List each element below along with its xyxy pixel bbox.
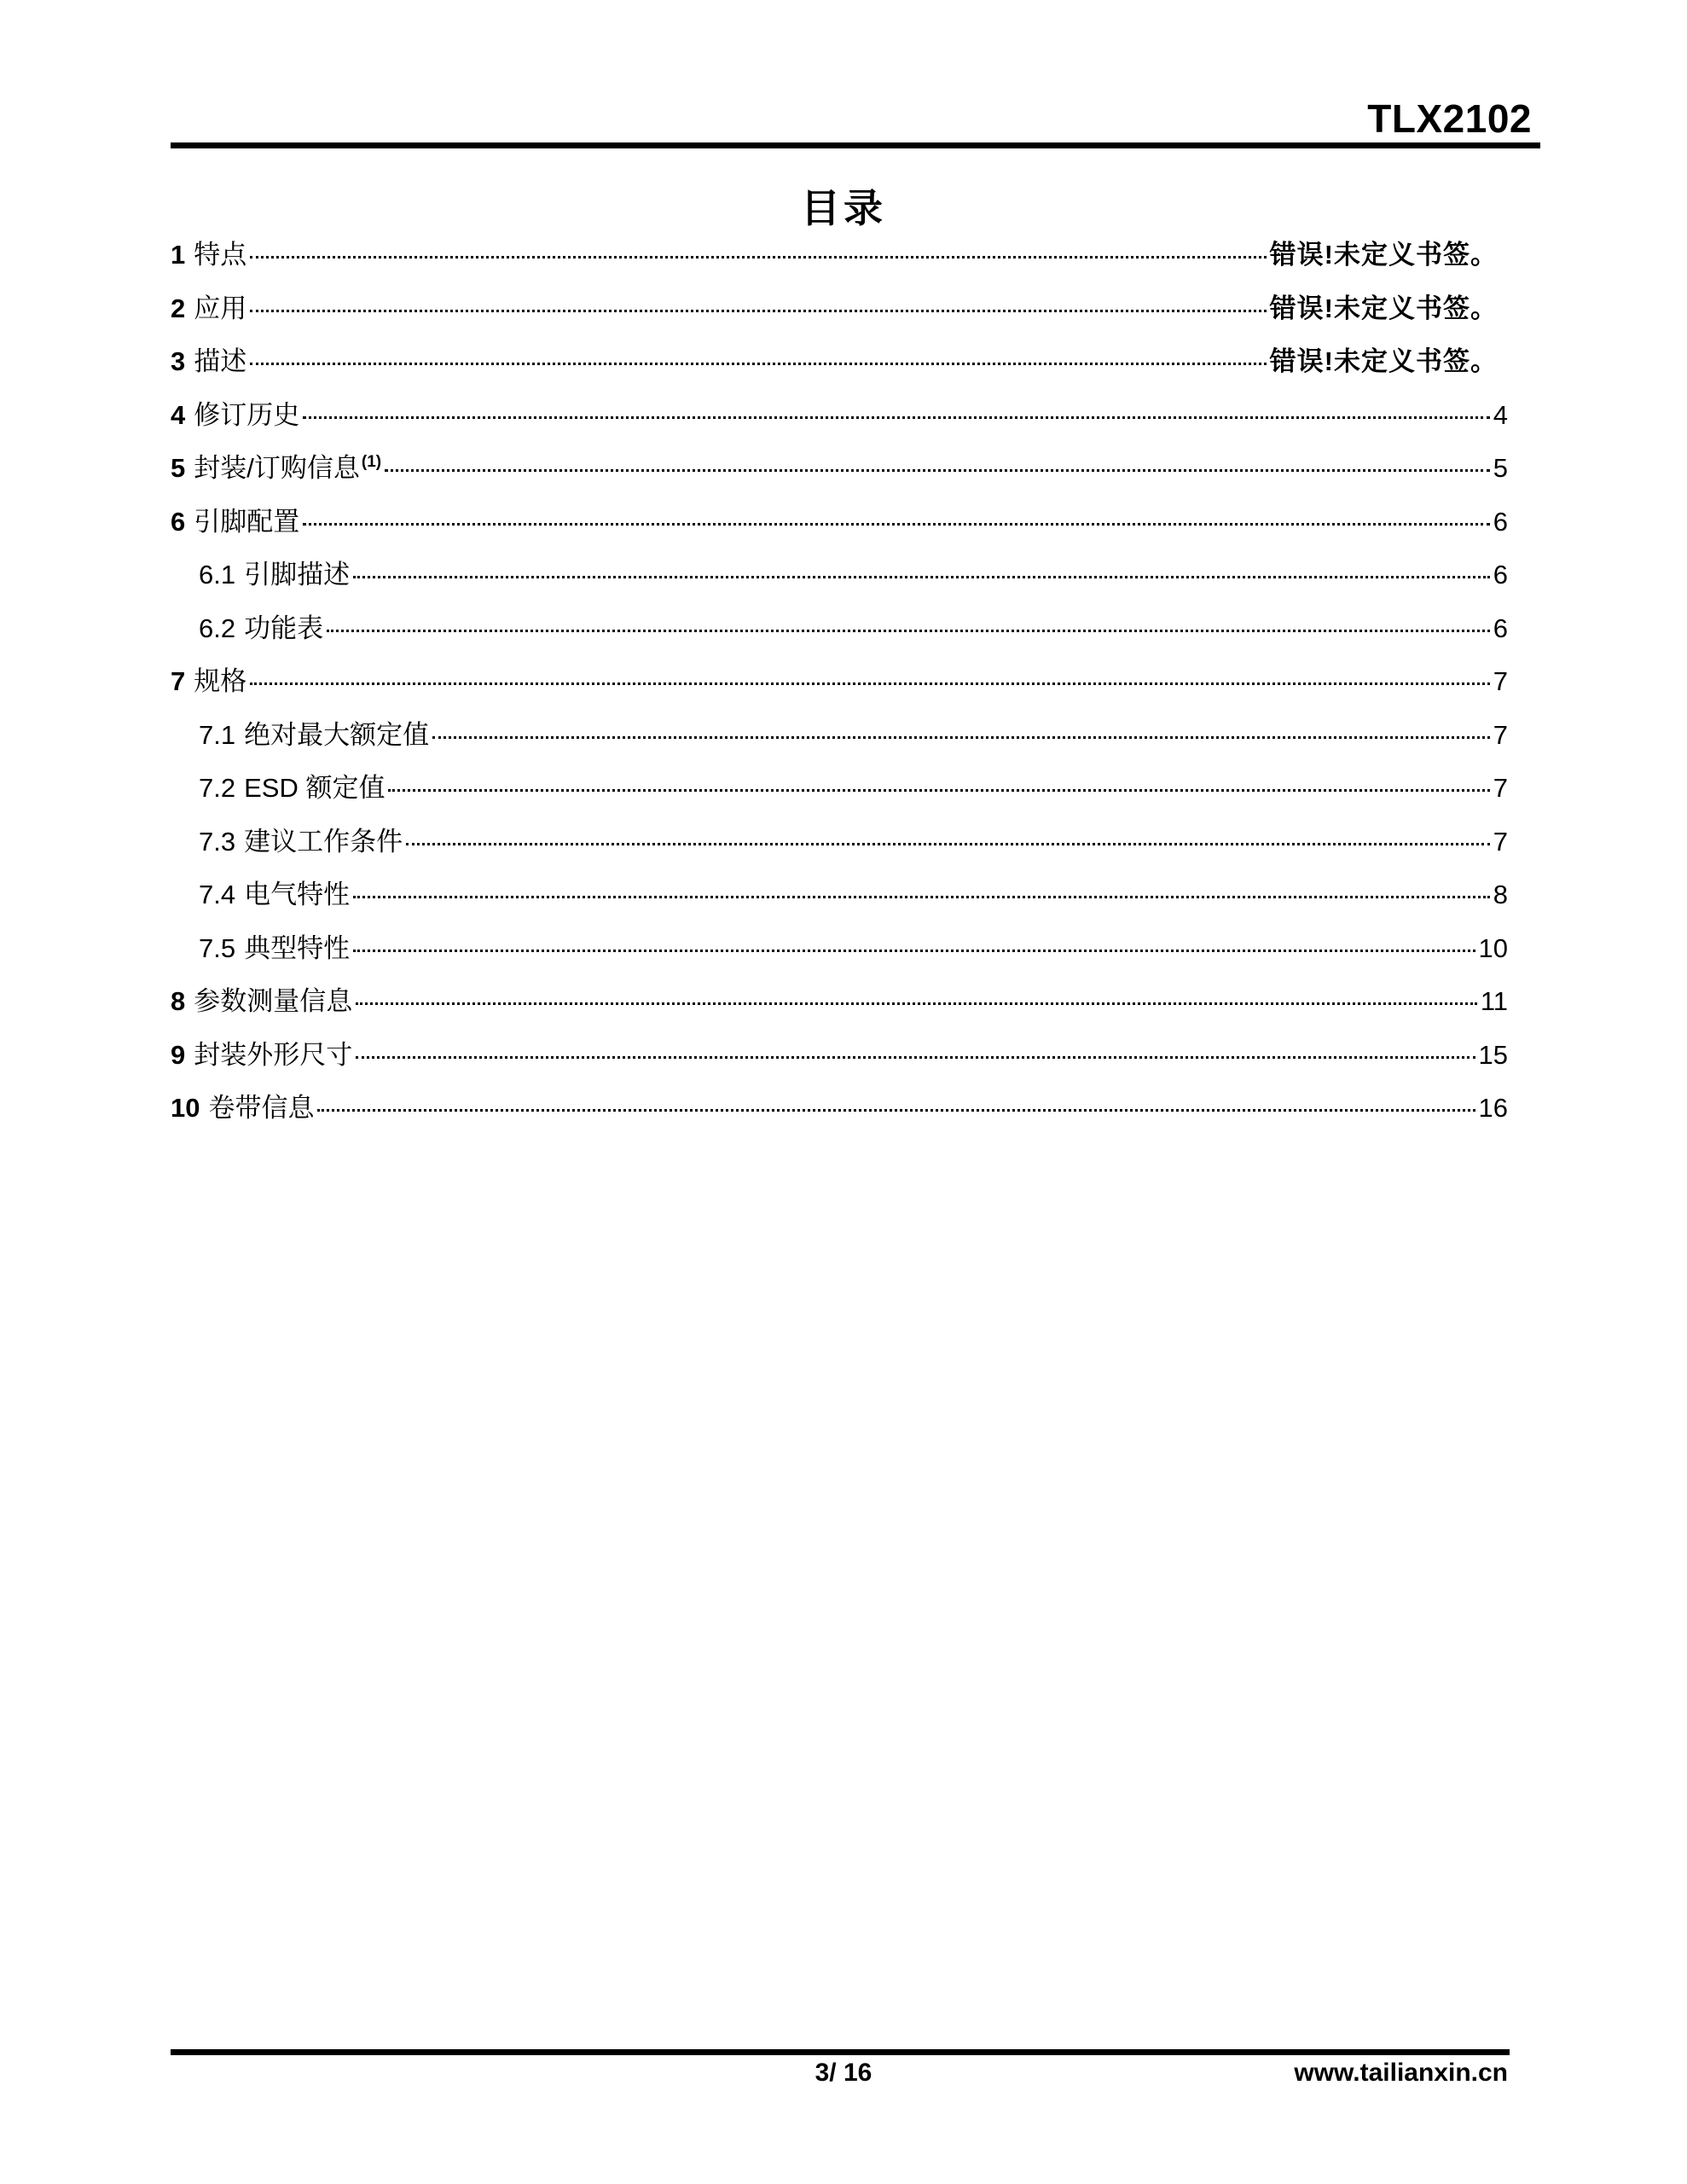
toc-dot-leader	[303, 416, 1490, 419]
toc-entry-page: 8	[1493, 880, 1508, 909]
toc-dot-leader	[353, 896, 1490, 898]
toc-entry-page: 错误!未定义书签。	[1269, 240, 1498, 270]
toc-entry-number: 1	[171, 240, 186, 270]
toc-entry-label: ESD 额定值	[244, 773, 386, 803]
toc-entry-label-text: 封装/订购信息	[194, 453, 360, 483]
toc-entry-label: 特点	[194, 240, 247, 270]
toc-dot-leader	[303, 523, 1490, 526]
toc-entry-label: 电气特性	[244, 880, 351, 909]
toc-entry-number: 7.3	[199, 826, 236, 857]
toc-entry-6-2[interactable]	[171, 602, 1508, 656]
toc-entry-8[interactable]	[171, 975, 1508, 1029]
toc-entry-7-1[interactable]	[171, 709, 1508, 763]
footnote-marker: (1)	[361, 453, 382, 471]
toc-entry-number: 8	[171, 986, 186, 1016]
toc-entry-page: 6	[1493, 560, 1508, 590]
toc-entry-label: 修订历史	[194, 399, 300, 430]
toc-entry-label: 功能表	[244, 613, 324, 643]
toc-entry-label: 绝对最大额定值	[244, 719, 430, 750]
toc-entry-label: 规格	[194, 666, 247, 696]
toc-entry-number: 7.2	[199, 773, 236, 803]
toc-dot-leader	[406, 843, 1490, 845]
toc-dot-leader	[353, 950, 1475, 952]
toc-entry-page: 错误!未定义书签。	[1269, 293, 1498, 323]
toc-dot-leader	[385, 469, 1490, 472]
toc-entry-3[interactable]	[171, 335, 1508, 389]
toc-entry-page: 6	[1493, 506, 1508, 537]
toc-dot-leader	[250, 363, 1266, 365]
toc-entry-number: 2	[171, 293, 186, 323]
toc-entry-label: 卷带信息	[208, 1093, 315, 1123]
toc-entry-label	[194, 442, 381, 496]
toc-entry-9[interactable]	[171, 1029, 1508, 1083]
toc-entry-number: 6.1	[199, 560, 236, 590]
toc-entry-label: 引脚描述	[244, 560, 351, 590]
toc-entry-label: 封装外形尺寸	[194, 1039, 353, 1070]
toc-entry-6[interactable]	[171, 496, 1508, 549]
toc-entry-7[interactable]	[171, 655, 1508, 709]
toc-entry-5[interactable]	[171, 442, 1508, 496]
toc-dot-leader	[388, 789, 1489, 792]
toc-entry-2[interactable]	[171, 282, 1508, 336]
toc-entry-7-4[interactable]	[171, 868, 1508, 922]
table-of-contents	[171, 229, 1508, 1136]
toc-dot-leader	[250, 256, 1266, 258]
toc-dot-leader	[356, 1056, 1475, 1059]
toc-entry-page: 7	[1493, 719, 1508, 750]
toc-entry-7-3[interactable]	[171, 816, 1508, 869]
toc-entry-label: 建议工作条件	[244, 826, 403, 857]
toc-entry-number: 10	[171, 1093, 200, 1123]
toc-entry-number: 7.4	[199, 880, 236, 909]
toc-entry-label: 引脚配置	[194, 506, 300, 537]
toc-entry-10[interactable]	[171, 1082, 1508, 1136]
toc-entry-number: 3	[171, 346, 186, 376]
toc-entry-7-2[interactable]	[171, 762, 1508, 816]
toc-dot-leader	[250, 310, 1266, 312]
toc-title: 目录	[801, 186, 886, 230]
toc-entry-page: 7	[1493, 666, 1508, 696]
toc-dot-leader	[356, 1002, 1477, 1005]
toc-entry-number: 6	[171, 506, 186, 537]
header-rule	[171, 142, 1540, 148]
toc-dot-leader	[327, 630, 1490, 632]
document-title: TLX2102	[1367, 96, 1532, 141]
toc-entry-number: 9	[171, 1039, 186, 1070]
toc-dot-leader	[353, 576, 1490, 578]
toc-entry-label: 典型特性	[244, 932, 351, 963]
toc-entry-page: 7	[1493, 826, 1508, 857]
toc-entry-page: 错误!未定义书签。	[1269, 346, 1498, 376]
toc-entry-number: 7.1	[199, 719, 236, 750]
toc-entry-number: 7	[171, 666, 186, 696]
website-link[interactable]: www.tailianxin.cn	[1294, 2059, 1508, 2087]
toc-entry-page: 15	[1478, 1039, 1508, 1070]
toc-entry-page: 11	[1480, 986, 1508, 1016]
page-indicator: 3/ 16	[815, 2059, 872, 2087]
toc-entry-4[interactable]	[171, 389, 1508, 443]
toc-dot-leader	[317, 1109, 1475, 1112]
toc-entry-label: 参数测量信息	[194, 986, 353, 1016]
toc-dot-leader	[250, 682, 1490, 685]
toc-entry-label: 描述	[194, 346, 247, 376]
toc-entry-7-5[interactable]	[171, 922, 1508, 976]
toc-entry-1[interactable]	[171, 229, 1508, 282]
toc-entry-number: 7.5	[199, 932, 236, 963]
toc-entry-page: 6	[1493, 613, 1508, 643]
toc-entry-number: 6.2	[199, 613, 236, 643]
toc-entry-page: 16	[1478, 1093, 1508, 1123]
footer-rule	[171, 2049, 1510, 2055]
toc-entry-6-1[interactable]	[171, 549, 1508, 602]
toc-entry-page: 4	[1493, 399, 1508, 430]
toc-entry-page: 7	[1493, 773, 1508, 803]
toc-entry-label: 应用	[194, 293, 247, 323]
toc-entry-page: 10	[1478, 932, 1508, 963]
toc-entry-page: 5	[1493, 453, 1508, 483]
toc-dot-leader	[432, 736, 1490, 739]
toc-entry-number: 5	[171, 453, 186, 483]
toc-entry-number: 4	[171, 399, 186, 430]
